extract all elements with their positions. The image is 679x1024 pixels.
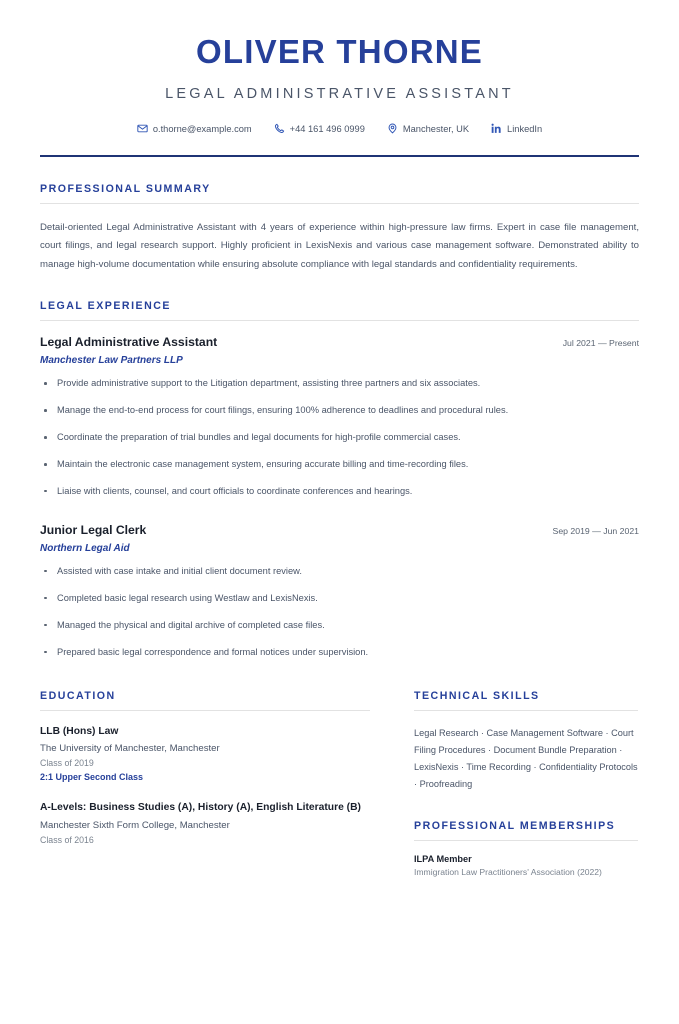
membership-org: Immigration Law Practitioners' Association (2022) — [414, 866, 602, 877]
education-school: The University of Manchester, Manchester — [40, 743, 220, 755]
section-heading-skills: TECHNICAL SKILLS — [414, 689, 540, 702]
education-degree: A-Levels: Business Studies (A), History (A), English Literature (B) — [40, 802, 361, 814]
bottom-columns — [40, 690, 639, 877]
education-degree: LLB (Hons) Law — [40, 725, 119, 737]
experience-bullet: Provide administrative support to the Litigation department, assisting three partners and six associates. — [40, 377, 639, 391]
experience-item — [40, 523, 639, 660]
column-left — [40, 690, 370, 877]
location-pin-icon — [387, 123, 398, 134]
section-divider — [414, 710, 638, 711]
contact-location — [387, 123, 469, 134]
contact-email[interactable] — [137, 123, 252, 134]
education-year: Class of 2016 — [40, 835, 94, 846]
section-professional-memberships — [414, 820, 638, 877]
experience-list — [40, 335, 639, 659]
candidate-job-title: LEGAL ADMINISTRATIVE ASSISTANT — [165, 86, 514, 103]
candidate-name: OLIVER THORNE — [196, 33, 483, 70]
section-heading-memberships: PROFESSIONAL MEMBERSHIPS — [414, 819, 616, 832]
contact-linkedin-text: LinkedIn — [507, 123, 543, 134]
experience-role: Junior Legal Clerk — [40, 522, 147, 537]
experience-bullet: Liaise with clients, counsel, and court officials to coordinate conferences and hearings. — [40, 485, 639, 499]
section-divider — [414, 840, 638, 841]
experience-bullet: Prepared basic legal correspondence and formal notices under supervision. — [40, 646, 639, 660]
header-divider — [40, 155, 639, 157]
section-heading-summary: PROFESSIONAL SUMMARY — [40, 182, 211, 195]
experience-item-header — [40, 335, 639, 349]
section-heading-experience: LEGAL EXPERIENCE — [40, 300, 171, 313]
experience-bullet: Manage the end-to-end process for court filings, ensuring 100% adherence to deadlines and procedural rules. — [40, 404, 639, 418]
education-item — [40, 801, 370, 845]
section-professional-summary — [40, 183, 639, 274]
section-heading-education: EDUCATION — [40, 689, 116, 702]
experience-bullet: Managed the physical and digital archive of completed case files. — [40, 619, 639, 633]
summary-text: Detail-oriented Legal Administrative Assistant with 4 years of experience within high-pressure law firms. Expert in case file management, court filings, and legal research support. Highly proficient in LexisNexis and various case management software. Demonstrated ability to manage high-volume documentation while ensuring absolute compliance with legal standards and confidentiality requirements. — [40, 221, 639, 270]
section-technical-skills — [414, 690, 638, 793]
contact-location-text: Manchester, UK — [402, 123, 470, 134]
section-divider — [40, 710, 370, 711]
experience-item — [40, 335, 639, 499]
contact-linkedin[interactable] — [491, 123, 542, 134]
column-right — [414, 690, 638, 877]
experience-dates: Sep 2019 — Jun 2021 — [552, 525, 639, 536]
experience-company: Manchester Law Partners LLP — [40, 355, 183, 367]
contact-row — [40, 123, 639, 134]
resume-header — [40, 0, 639, 157]
membership-name: ILPA Member — [414, 853, 472, 864]
experience-bullet: Maintain the electronic case management system, ensuring accurate billing and time-recording files. — [40, 458, 639, 472]
section-divider — [40, 320, 639, 321]
contact-phone[interactable] — [274, 123, 365, 134]
education-grade: 2:1 Upper Second Class — [40, 772, 144, 783]
contact-email-text: o.thorne@example.com — [152, 123, 252, 134]
education-item — [40, 725, 370, 783]
membership-item — [414, 854, 638, 877]
section-education — [40, 690, 370, 846]
skills-text: Legal Research · Case Management Software · Court Filing Procedures · Document Bundle Preparation · LexisNexis · Time Recording · Confidentiality Protocols · Proofreading — [414, 727, 638, 789]
experience-bullet: Completed basic legal research using Westlaw and LexisNexis. — [40, 592, 639, 606]
education-school: Manchester Sixth Form College, Manchester — [40, 820, 230, 832]
linkedin-icon — [491, 123, 502, 134]
experience-item-header — [40, 523, 639, 537]
section-divider — [40, 203, 639, 204]
email-icon — [137, 123, 148, 134]
experience-bullets — [40, 377, 639, 499]
experience-role: Legal Administrative Assistant — [40, 335, 218, 350]
experience-bullets — [40, 565, 639, 660]
phone-icon — [274, 123, 285, 134]
contact-phone-text: +44 161 496 0999 — [289, 123, 365, 134]
experience-dates: Jul 2021 — Present — [562, 338, 639, 349]
experience-bullet: Coordinate the preparation of trial bundles and legal documents for high-profile commercial cases. — [40, 431, 639, 445]
experience-company: Northern Legal Aid — [40, 542, 130, 554]
education-year: Class of 2019 — [40, 758, 94, 769]
section-legal-experience — [40, 300, 639, 659]
experience-bullet: Assisted with case intake and initial client document review. — [40, 565, 639, 579]
